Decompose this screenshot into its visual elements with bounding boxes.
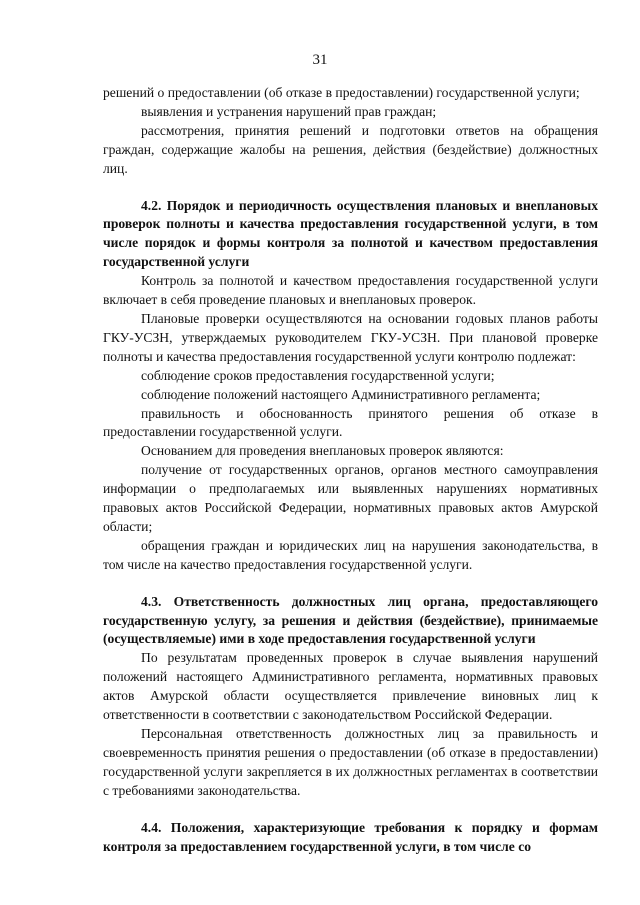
body-paragraph: получение от государственных органов, органов местного самоуправления информации о предполагаемых или выявленных нарушениях нормативных правовых актов Российской Федерации, нормативных правовых актов Амурской области;	[103, 462, 598, 534]
body-paragraph: правильность и обоснованность принятого решения об отказе в предоставлении государственной услуги.	[103, 405, 598, 440]
body-paragraph: обращения граждан и юридических лиц на нарушения законодательства, в том числе на качество предоставления государственной услуги.	[103, 537, 598, 572]
body-paragraph: Контроль за полнотой и качеством предоставления государственной услуги включает в себя проведение плановых и внеплановых проверок.	[103, 273, 598, 308]
body-paragraph: решений о предоставлении (об отказе в предоставлении) государственной услуги;	[103, 85, 580, 100]
section-heading: 4.2. Порядок и периодичность осуществления плановых и внеплановых проверок полноты и качества предоставления государственной услуги, в том числе порядок и формы контроля за полнотой и качеством предоставления государственной услуги	[103, 197, 598, 270]
body-paragraph: рассмотрения, принятия решений и подготовки ответов на обращения граждан, содержащие жалобы на решения, действия (бездействие) должностных лиц.	[103, 122, 598, 176]
body-paragraph: соблюдение положений настоящего Административного регламента;	[141, 386, 541, 402]
body-paragraph: Основанием для проведения внеплановых проверок являются:	[141, 443, 504, 459]
body-paragraph: Плановые проверки осуществляются на основании годовых планов работы ГКУ-УСЗН, утверждаемых руководителем ГКУ-УСЗН. При плановой проверке полноты и качества предоставления государственной услуги контролю подлежат:	[103, 310, 598, 364]
section-heading: 4.4. Положения, характеризующие требования к порядку и формам контроля за предоставлением государственной услуги, в том числе со	[103, 819, 598, 854]
section-heading: 4.3. Ответственность должностных лиц органа, предоставляющего государственную услугу, за решения и действия (бездействие), принимаемые (осуществляемые) ими в ходе предоставления государственной услуги	[103, 593, 598, 647]
body-paragraph: По результатам проведенных проверок в случае выявления нарушений положений настоящего Административного регламента, нормативных правовых актов Амурской области осуществляется привлечение виновных лиц к ответственности в соответствии с законодательством Российской Федерации.	[103, 650, 598, 723]
page-number: 31	[312, 52, 328, 68]
body-paragraph: соблюдение сроков предоставления государственной услуги;	[141, 367, 495, 383]
body-paragraph: Персональная ответственность должностных лиц за правильность и своевременность принятия решения о предоставлении (об отказе в предоставлении) государственной услуги закрепляется в их должностных регламентах в соответствии с требованиями законодательства.	[103, 726, 598, 798]
body-paragraph: выявления и устранения нарушений прав граждан;	[141, 103, 437, 119]
document-body	[103, 84, 598, 856]
